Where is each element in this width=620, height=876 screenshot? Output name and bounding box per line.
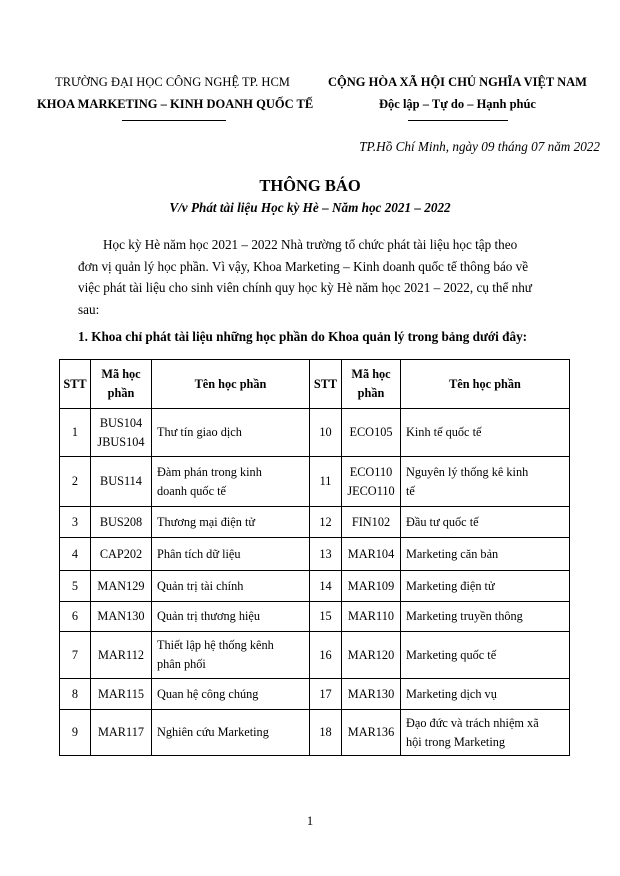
- page-subtitle: V/v Phát tài liệu Học kỳ Hè – Năm học 2021 – 2022: [169, 200, 451, 215]
- course-code-cell: ECO105: [342, 409, 401, 457]
- date-line: TP.Hồ Chí Minh, ngày 09 tháng 07 năm 2022: [359, 139, 600, 154]
- course-code-cell: MAN129: [91, 571, 152, 602]
- course-name-cell: Marketing điện tử: [401, 571, 570, 602]
- course-name-header: Tên học phần: [152, 360, 310, 409]
- table-row: [60, 507, 570, 538]
- stt-cell: 16: [310, 632, 342, 679]
- course-code-cell: BUS104 JBUS104: [91, 409, 152, 457]
- course-name-cell: Quản trị thương hiệu: [152, 602, 310, 632]
- page-title: THÔNG BÁO: [259, 176, 361, 195]
- national-title: CỘNG HÒA XÃ HỘI CHỦ NGHĨA VIỆT NAM: [328, 75, 587, 89]
- course-name-cell: Quản trị tài chính: [152, 571, 310, 602]
- course-code-header: Mã học phần: [91, 360, 152, 409]
- table-row: [60, 409, 570, 457]
- stt-cell: 17: [310, 679, 342, 710]
- table-row: [60, 538, 570, 571]
- course-code-cell: MAR112: [91, 632, 152, 679]
- course-name-cell: Marketing căn bản: [401, 538, 570, 571]
- course-code-cell: MAR120: [342, 632, 401, 679]
- course-code-cell: BUS208: [91, 507, 152, 538]
- stt-cell: 9: [60, 710, 91, 756]
- course-code-cell: ECO110 JECO110: [342, 457, 401, 507]
- course-name-cell: Phân tích dữ liệu: [152, 538, 310, 571]
- course-name-cell: Nguyên lý thống kê kinh tế: [401, 457, 570, 507]
- intro-paragraph: [78, 234, 568, 320]
- university-name: TRƯỜNG ĐẠI HỌC CÔNG NGHỆ TP. HCM: [55, 75, 290, 89]
- course-name-cell: Quan hệ công chúng: [152, 679, 310, 710]
- national-motto: Độc lập – Tự do – Hạnh phúc: [379, 97, 536, 111]
- course-code-cell: BUS114: [91, 457, 152, 507]
- course-name-cell: Đầu tư quốc tế: [401, 507, 570, 538]
- intro-line: việc phát tài liệu cho sinh viên chính quy học kỳ Hè năm học 2021 – 2022, cụ thể như: [78, 280, 532, 295]
- stt-cell: 11: [310, 457, 342, 507]
- course-code-cell: MAN130: [91, 602, 152, 632]
- table-row: [60, 602, 570, 632]
- course-name-cell: Kinh tế quốc tế: [401, 409, 570, 457]
- course-code-cell: CAP202: [91, 538, 152, 571]
- table-row: [60, 679, 570, 710]
- course-name-cell: Đạo đức và trách nhiệm xã hội trong Marketing: [401, 710, 570, 756]
- stt-cell: 14: [310, 571, 342, 602]
- stt-cell: 1: [60, 409, 91, 457]
- stt-cell: 12: [310, 507, 342, 538]
- intro-line: Học kỳ Hè năm học 2021 – 2022 Nhà trường tổ chức phát tài liệu học tập theo: [103, 237, 518, 252]
- table-row: [60, 632, 570, 679]
- course-name-cell: Đàm phán trong kinh doanh quốc tế: [152, 457, 310, 507]
- table-row: [60, 457, 570, 507]
- table-row: [60, 571, 570, 602]
- course-name-cell: Nghiên cứu Marketing: [152, 710, 310, 756]
- stt-cell: 15: [310, 602, 342, 632]
- course-code-cell: MAR130: [342, 679, 401, 710]
- course-code-cell: MAR136: [342, 710, 401, 756]
- right-header-rule: [408, 120, 508, 121]
- course-code-cell: MAR117: [91, 710, 152, 756]
- course-code-cell: MAR109: [342, 571, 401, 602]
- stt-cell: 2: [60, 457, 91, 507]
- table-row: [60, 710, 570, 756]
- stt-header: STT: [310, 360, 342, 409]
- section-heading: 1. Khoa chỉ phát tài liệu những học phần do Khoa quản lý trong bảng dưới đây:: [78, 329, 528, 344]
- course-code-cell: MAR104: [342, 538, 401, 571]
- course-code-cell: FIN102: [342, 507, 401, 538]
- stt-cell: 10: [310, 409, 342, 457]
- stt-cell: 8: [60, 679, 91, 710]
- table-header-row: [60, 360, 570, 409]
- course-name-cell: Marketing dịch vụ: [401, 679, 570, 710]
- page-number: 1: [306, 814, 314, 828]
- course-name-cell: Thư tín giao dịch: [152, 409, 310, 457]
- faculty-name: KHOA MARKETING – KINH DOANH QUỐC TẾ: [37, 97, 314, 111]
- stt-cell: 6: [60, 602, 91, 632]
- documents-table: [59, 359, 570, 756]
- left-header-rule: [122, 120, 226, 121]
- stt-header: STT: [60, 360, 91, 409]
- stt-cell: 18: [310, 710, 342, 756]
- stt-cell: 5: [60, 571, 91, 602]
- course-name-cell: Thiết lập hệ thống kênh phân phối: [152, 632, 310, 679]
- stt-cell: 3: [60, 507, 91, 538]
- course-code-header: Mã học phần: [342, 360, 401, 409]
- stt-cell: 13: [310, 538, 342, 571]
- intro-line: sau:: [78, 301, 100, 317]
- course-code-cell: MAR115: [91, 679, 152, 710]
- stt-cell: 4: [60, 538, 91, 571]
- intro-line: đơn vị quản lý học phần. Vì vậy, Khoa Marketing – Kinh doanh quốc tế thông báo về: [78, 258, 529, 274]
- course-code-cell: MAR110: [342, 602, 401, 632]
- stt-cell: 7: [60, 632, 91, 679]
- course-name-cell: Marketing truyền thông: [401, 602, 570, 632]
- course-name-header: Tên học phần: [401, 360, 570, 409]
- course-name-cell: Thương mại điện tử: [152, 507, 310, 538]
- course-name-cell: Marketing quốc tế: [401, 632, 570, 679]
